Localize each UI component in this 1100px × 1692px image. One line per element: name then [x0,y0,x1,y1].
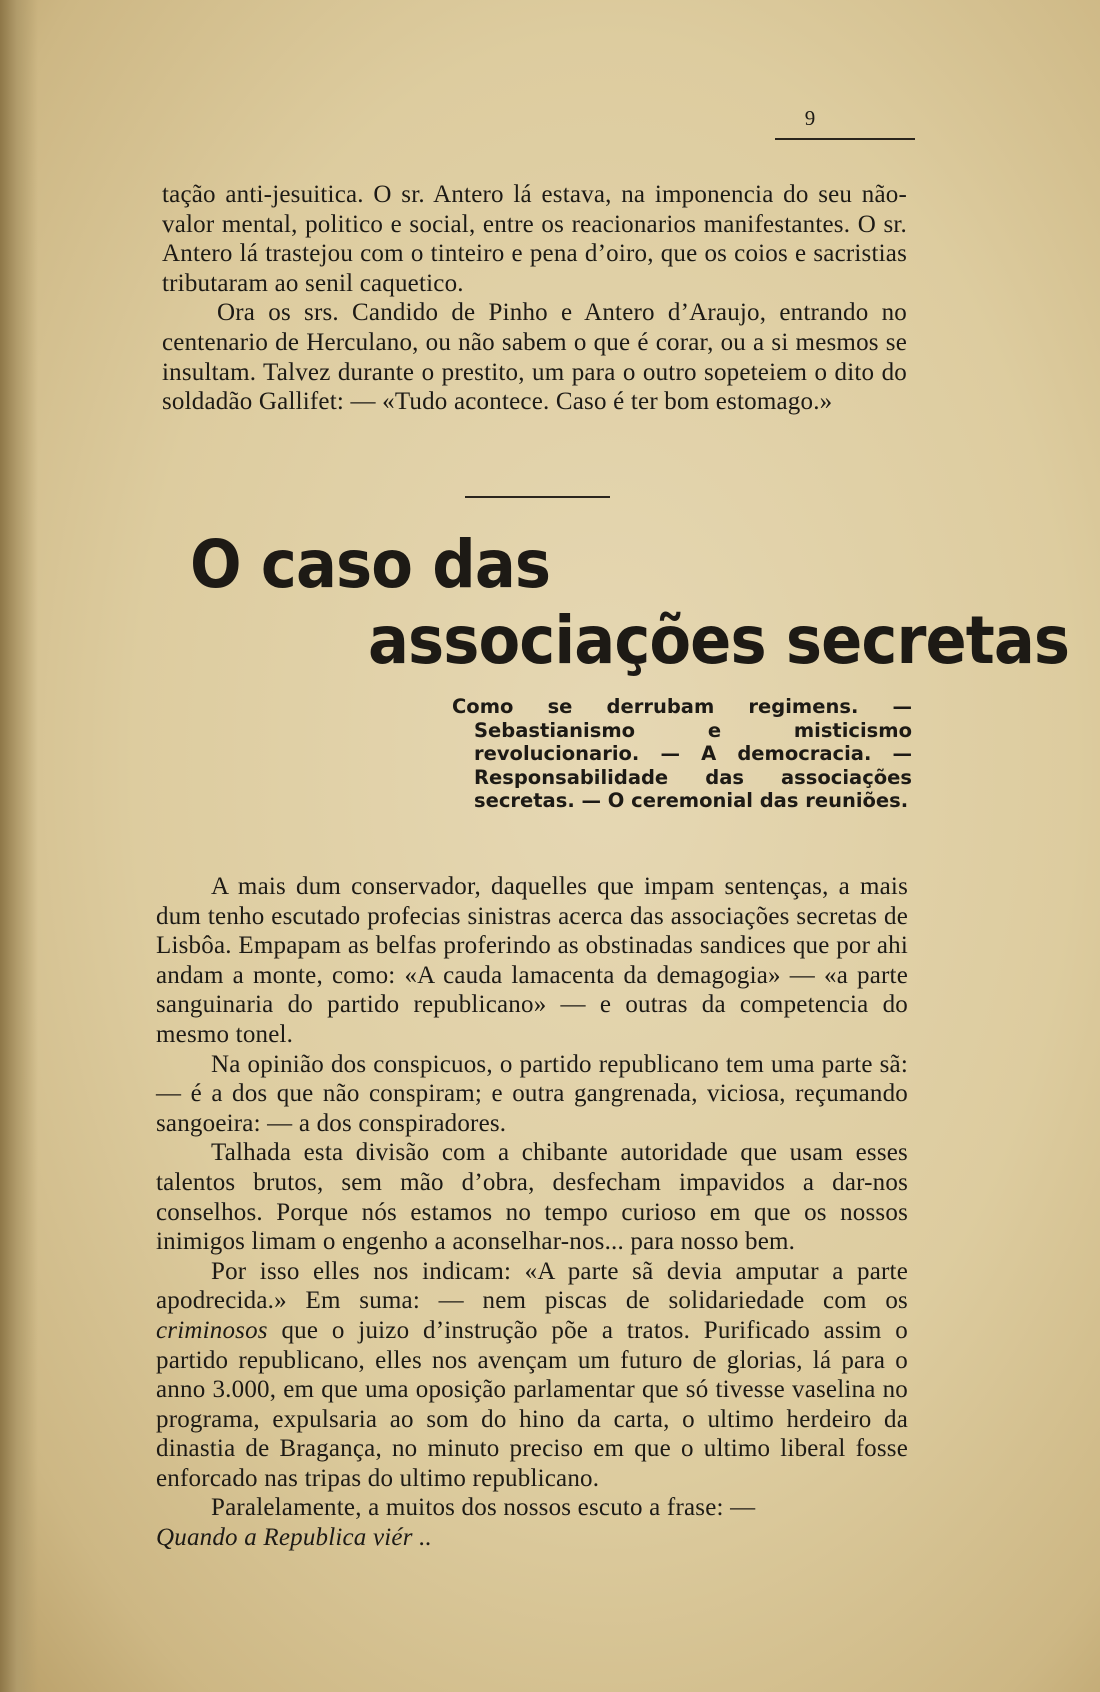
paragraph-text: que o juizo d’instrução põe a tratos. Purificado assim o partido republicano, elles nos avençam um futuro de glorias, lá para o anno 3.000, em que uma oposição parlamentar que só tivesse vaselina no programa, expulsaria ao som do hino da carta, o ultimo herdeiro da dinastia de Bragança, no minuto preciso em que o ultimo liberal fosse enforcado nas tripas do ultimo republicano. [156,1316,908,1492]
continued-text [162,180,907,417]
article-title-line-1: O caso das [190,526,551,603]
paragraph: A mais dum conservador, daquelles que impam sentenças, a mais dum tenho escutado profecias sinistras acerca das associações secretas de Lisbôa. Empapam as belfas proferindo as obstinadas sandices que por ahi andam a monte, como: «A cauda lamacenta da demagogia» — «a parte sanguinaria do partido republicano» — e outras da competencia do mesmo tonel. [156,873,908,1048]
paragraph-text: Por isso elles nos indicam: «A parte sã devia amputar a parte apodrecida.» Em suma: — nem piscas de solidariedade com os [156,1257,908,1315]
paragraph: Ora os srs. Candido de Pinho e Antero d’Araujo, entrando no centenario de Herculano, ou não sabem o que é corar, ou a si mesmos se insultam. Talvez durante o prestito, um para o outro sopeteiem o dito do soldadão Gallifet: — «Tudo acontece. Caso é ter bom estomago.» [162,299,907,416]
header-rule [775,138,915,140]
paragraph: Paralelamente, a muitos dos nossos escuto a frase: — [211,1494,756,1522]
closing-quote: Quando a Republica viér .. [156,1524,432,1552]
italic-word: criminosos [156,1316,268,1344]
binding-shadow [0,0,38,1692]
page-number: 9 [804,106,816,130]
paragraph: tação anti-jesuitica. O sr. Antero lá estava, na imponencia do seu não-valor mental, politico e social, entre os reacionarios manifestantes. O sr. Antero lá trastejou com o tinteiro e pena d’oiro, que os coios e sacristias tributaram ao senil caquetico. [162,181,907,297]
paragraph [156,1257,908,1494]
article-body [156,872,908,1553]
section-separator [465,496,610,498]
article-summary: Como se derrubam regimens. — Sebastianismo e misticismo revolucionario. — A democracia. — Responsabilidade das associações secretas. — O ceremonial das reuniões. [452,695,912,812]
paragraph: Na opinião dos conspicuos, o partido republicano tem uma parte sã: — é a dos que não conspiram; e outra gangrenada, viciosa, reçumando sangoeira: — a dos conspiradores. [156,1050,908,1137]
paragraph: Talhada esta divisão com a chibante autoridade que usam esses talentos brutos, sem mão d’obra, desfecham impavidos a dar-nos conselhos. Porque nós estamos no tempo curioso em que os nossos inimigos limam o engenho a aconselhar-nos... para nosso bem. [156,1139,908,1256]
article-title-line-2: associações secretas [368,602,1070,679]
